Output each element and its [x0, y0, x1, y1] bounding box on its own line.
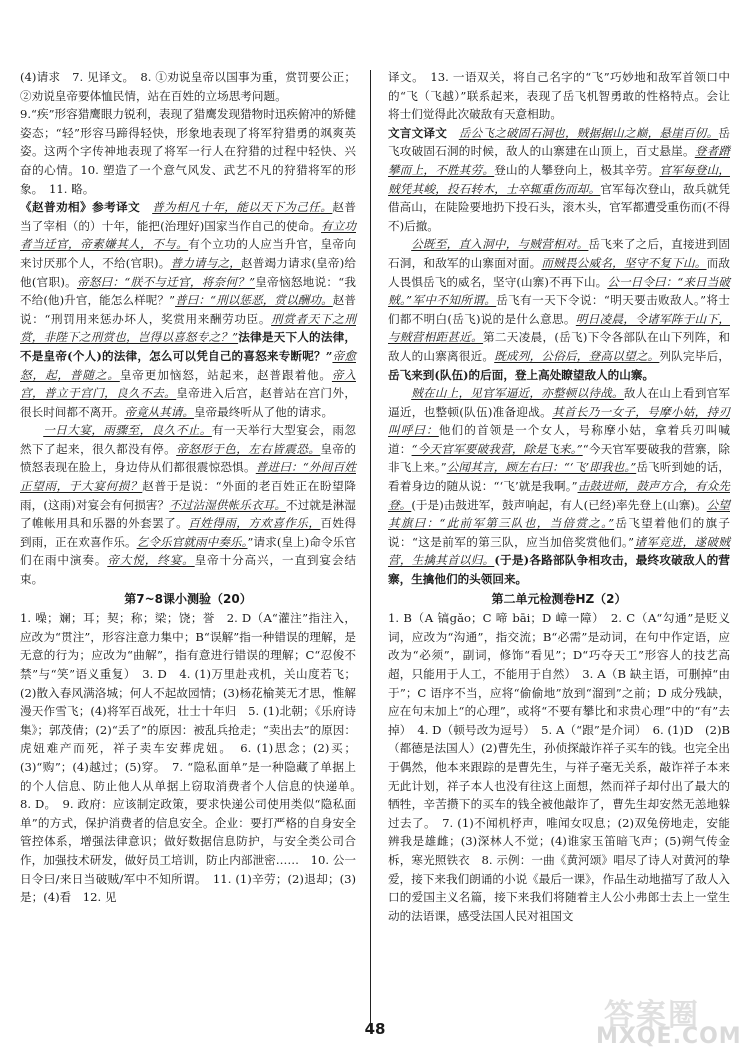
original-text-span: 其首长乃一女子，号摩小姑，持刃叫呼曰：	[388, 404, 730, 438]
text-span: 登山的人攀登向上，极其辛劳。	[494, 162, 660, 177]
text-span: 皇帝十分高兴，一直到宴会结束。	[20, 553, 356, 587]
text-span: 他们的首领是一个女人，号称摩小姑，拿着兵刃叫喊道：	[388, 423, 730, 456]
text-span: 皇帝的愤怒表现在脸上，身边侍从们都很震惊恐惧。	[20, 441, 356, 475]
text-span: 赵普当了宰相（的）十年，能把(治理好)国家当作自己的使命。	[20, 200, 356, 233]
text-span: 岳飞攻破固石洞的时候，敌人的山寨建在山顶上，百丈悬崖。	[388, 125, 730, 159]
right-column	[388, 68, 730, 925]
original-text-span: 帝怒曰：“	[76, 274, 131, 289]
original-text-span: “今天官军要破我营，除是飞来。”	[411, 441, 583, 456]
original-text-span: 公一日令曰：“来日当破贼。”军中不知所谓。	[388, 274, 730, 308]
original-text-span: 帝愈怒，起，普随之。	[20, 348, 356, 382]
original-text-span: 公望其旗曰：“此前军第三队也，当倍赏之。”	[388, 497, 730, 531]
text-span: 岳飞听到她的话，看着身边的随从说：“‘飞’就是我啊。”	[388, 460, 730, 494]
answer-paragraph: 9.“疾”形容猎鹰眼力锐利，表现了猎鹰发现猎物时迅疾俯冲的矫健姿态；“轻”形容马蹄得轻快，形象地表现了将军狩猎勇的飒爽英姿。这两个字传神地表现了将军一行人在狩猎的过程中轻快、兴奋的心情。10. 塑造了一个意气风发、武艺不凡的狩猎将军的形象。 11. 略。	[20, 107, 356, 196]
answer-paragraph: (4)请求 7. 见译文。 8. ①劝说皇帝以国事为重，赏罚要公正；②劝说皇帝要体恤民情，站在百姓的立场思考问题。	[20, 70, 356, 103]
translation-paragraph	[388, 124, 730, 236]
text-span: 皇帝最终听从了他的请求。	[193, 404, 334, 419]
answer-paragraph: 1. B（A 镐gǎo；C 啼 bāi；D 嶂一障） 2. C（A“勾通”是贬义词，应改为“沟通”，指交流；B“必需”是动词，在句中作定语，应改为“必须”，副词，修饰“看见”；D“巧夺天工”形容人的技艺高超，只能用于人工，不能用于自然） 3. A（B 缺主语，可删掉“由于”；C 语序不当，应将“偷偷地”放到“溜到”之前；D 成分残缺，应在句末加上“的心理”，或将“不要有攀比和求贵心理”中的“有”去掉） 4. D（顿号改为逗号） 5. A（“跟”是介词） 6. (1)D (2)B（都德是法国人）(2)曹先生，孙侦探敲诈祥子买车的钱。也完全出于偶然，他本来跟踪的是曹先生，与祥子毫无关系，敲诈祥子本来无此计划，祥子本人也没有往这上面想，然而祥子却付出了最大的牺牲，辛苦攒下的买车的钱全被他敲诈了，曹先生却安然无恙地躲过去了。 7. (1)不闻机杼声，唯闻女叹息；(2)双兔傍地走，安能辨我是雄雌；(3)深林人不觉；(4)谁家玉笛暗飞声；(5)朔气传金柝，寒光照铁衣 8. 示例：一曲《黄河颂》唱尽了诗人对黄河的挚爱，接下来我们朗诵的小说《最后一课》，作品生动地描写了敌人入口的爱国主义名篇，接下来我们将随着主人公小弗郎士去上一堂生动的法语课，感受法国人民对祖国文	[388, 611, 731, 923]
answer-paragraph: 1. 噪；斓；耳；契；称；梁；饶；誉 2. D（A“灌注”指注入，应改为“贯注”，形容注意力集中；B“误解”指一种错误的理解，是无意的行为；应改为“曲解”，指有意进行错误的理解；C“忍俊不禁”与“笑”语义重复） 3. D 4. (1)万里赴戎机，关山度若飞；(2)散入春风满洛城；何人不起故园情；(3)杨花榆荚无才思，惟解漫天作雪飞；(4)将军百战死，壮士十年归 5. (1)北朝；《乐府诗集》；郭茂倩；(2)“丢了”的原因：被乱兵抢走；“卖出去”的原因：虎妞难产而死，祥子卖车安葬虎妞。 6. (1)思念；(2)买；(3)“购”；(4)越过；(5)穿。 7. “隐私面单”是一种隐藏了单据上的个人信息、防止他人从单据上窃取消费者个人信息的快递单。 8. D。 9. 政府：应该制定政策，要求快递公司使用类似“隐私面单”的方式，保护消费者的信息安全。企业：要打严格的自身安全管控体系，增强法律意识；做好数据信息防护，与安全类公司合作，加强技术研发，做好员工培训，防止内部泄密…… 10. 公一日令曰/来日当破贼/军中不知所谓。 11. (1)辛劳；(2)退却；(3)是；(4)看 12. 见	[20, 611, 368, 905]
original-text-span: 官军每登山，贼凭其峻，投石转木，士卒辄重伤而却。	[388, 162, 730, 196]
translation-paragraph	[388, 235, 730, 384]
watermark-bottom: MXQE.COM	[596, 1024, 742, 1049]
text-span: (于是)击鼓进军，鼓声响起，有人(已经)率先登上(山寨)。	[411, 497, 707, 512]
original-text-span: 普曰：“刑以惩恶，赏以酬功。	[175, 293, 333, 308]
section-title: 第7~8课小测验（20）	[124, 591, 252, 606]
text-span: 法律是天下人的法律，不是皇帝(个人)的法律，怎么可以凭自己的喜怒来专断呢？”	[20, 330, 356, 363]
text-span: 有个立功的人应当升官，皇帝向来讨厌那个人，不给(官职)。	[20, 237, 356, 270]
watermark-top: 答案圈	[604, 998, 700, 1033]
translation-paragraph	[20, 198, 356, 421]
original-text-span: 乞令乐官就雨中奏乐。	[136, 534, 248, 549]
text-span: 岳飞望着他们的旗子说：“这是前军的第三队，应当加倍奖赏他们。”	[388, 516, 730, 549]
original-text-span: 明日凌晨，令诸军阵于山下，与贼营相距甚近。	[388, 311, 730, 345]
original-text-span: 帝入宫，普立于宫门，良久不去。	[20, 367, 356, 401]
text-span: 有一天举行大型宴会，雨忽然下了起来，很久都没有停。	[20, 423, 356, 456]
section-heading: 文言文译文	[388, 125, 459, 140]
translation-paragraph	[20, 421, 356, 588]
section-title: 第二单元检测卷HZ（2）	[491, 591, 627, 606]
column-divider	[370, 70, 371, 1030]
original-text-span: 岳公飞之破固石洞也，贼据据山之巅，悬崖百仞。	[458, 125, 719, 140]
translation-paragraph	[388, 384, 730, 589]
original-text-span: 帝大悦，终宴。	[107, 553, 195, 568]
text-span: 赵普说：“刑罚用来惩办坏人，奖赏用来酬劳功臣。	[20, 293, 356, 326]
text-span: 皇帝进入后宫，赵普站在宫门外，很长时间都不离开。	[20, 386, 356, 419]
text-span: 赵普竭力请求(皇帝)给他(官职)。	[20, 255, 356, 289]
original-text-span: 不过沾湿供帐乐衣耳。	[169, 497, 287, 512]
answer-paragraph: 译文。 13. 一语双关，将自己名字的“飞”巧妙地和敌军首领口中的“飞（飞越）”联系起来，表现了岳飞机智勇敢的性格特点。会让将士们觉得此次破敌有天意相助。	[388, 70, 730, 122]
original-text-span: 帝竟从其请。	[124, 404, 194, 419]
original-text-span: 普为相凡十年，能以天下为己任。	[152, 200, 333, 215]
text-span: ”请求(皇上)命令乐官们在雨中演奏。	[20, 534, 356, 568]
text-span: (于是)各路部队争相攻击，最终攻破敌人的营寨，生擒他们的头领回来。	[388, 553, 730, 587]
text-span: 官军每次登山，敌兵就凭借高山，在陡险要地扔下投石头，滚木头，官军都遭受重伤而(不得不)后撤。	[388, 181, 730, 233]
original-text-span: 一日大宴，雨骤至，良久不止。	[43, 423, 212, 438]
text-span: 皇帝恼怒地说：“我不给(他)升官，能怎么样呢？”	[20, 274, 357, 308]
text-span: 敌人在山上看到官军逼近，也整顿(队伍)准备迎战。	[388, 386, 730, 419]
text-span: 列队完毕后，	[659, 348, 730, 363]
original-text-span: 百姓得雨，方欢喜作乐，	[188, 516, 321, 531]
text-span: 皇帝更加恼怒，站起来，赵普跟着他。	[119, 367, 332, 382]
page-number: 48	[364, 1020, 386, 1038]
text-span: 赵普于是说：“外面的老百姓正在盼望降雨，(这雨)对宴会有何损害？	[20, 479, 356, 512]
original-text-span: 诸军竞进，遂破贼营，生擒其首以归。	[388, 534, 730, 568]
text-span: 而敌人畏惧岳飞的威名，坚守(山寨)不再下山。	[388, 255, 730, 289]
watermark-logo	[586, 990, 742, 1052]
original-text-span: 刑赏者天下之刑赏，非陛下之刑赏也，岂得以喜怒专之？”	[20, 311, 356, 345]
section-heading: 《赵普劝相》参考译文	[20, 200, 153, 215]
original-text-span: 贼在山上，见官军逼近，亦整顿以待战。	[411, 386, 624, 401]
original-text-span: 普力请与之，	[170, 255, 241, 270]
original-text-span: 朕不与迁官，将奈何？”	[130, 274, 256, 289]
text-span: 百姓得到雨，正在欢喜作乐。	[20, 516, 356, 549]
original-text-span: 有立功者当迁官，帝素嫌其人，不与。	[20, 218, 356, 252]
text-span: 第二天凌晨，(岳飞)下令各部队在山下列阵，和敌人的山寨离很近。	[388, 330, 730, 363]
original-text-span: 普进曰：“外间百姓正望雨，于大宴何损？	[20, 460, 356, 494]
original-text-span: 而贼畏公威名，坚守不复下山。	[541, 255, 707, 270]
original-text-span: 公既至，直入洞中，与贼营相对。	[411, 237, 589, 252]
original-text-span: 帝怒形于色，左右皆震恐。	[176, 441, 321, 456]
text-span: 岳飞来了之后，直接进到固石洞，和敌军的山寨面对面。	[388, 237, 730, 270]
text-span: 不过就是淋湿了帷帐用具和乐器的外套罢了。	[20, 497, 356, 531]
text-span: 岳飞来到(队伍)的后面，登上高处瞭望敌人的山寨。	[388, 367, 655, 382]
left-column	[20, 68, 368, 907]
original-text-span: 既成列，公俗后，登高以望之。	[494, 348, 660, 363]
text-span: 岳飞有一天下令说：“明天要击败敌人。”将士们都不明白(岳飞)说的是什么意思。	[388, 293, 730, 326]
original-text-span: 公闻其言，顾左右曰：“‘飞’即我也。”	[446, 460, 637, 475]
original-text-span: 击鼓进师，鼓声方合，有众先登。	[388, 479, 730, 512]
text-span: “今天官军要破我的营寨，除非飞上来。”	[388, 441, 730, 475]
original-text-span: 登者蹐攀而上，不胜其劳。	[388, 144, 730, 177]
